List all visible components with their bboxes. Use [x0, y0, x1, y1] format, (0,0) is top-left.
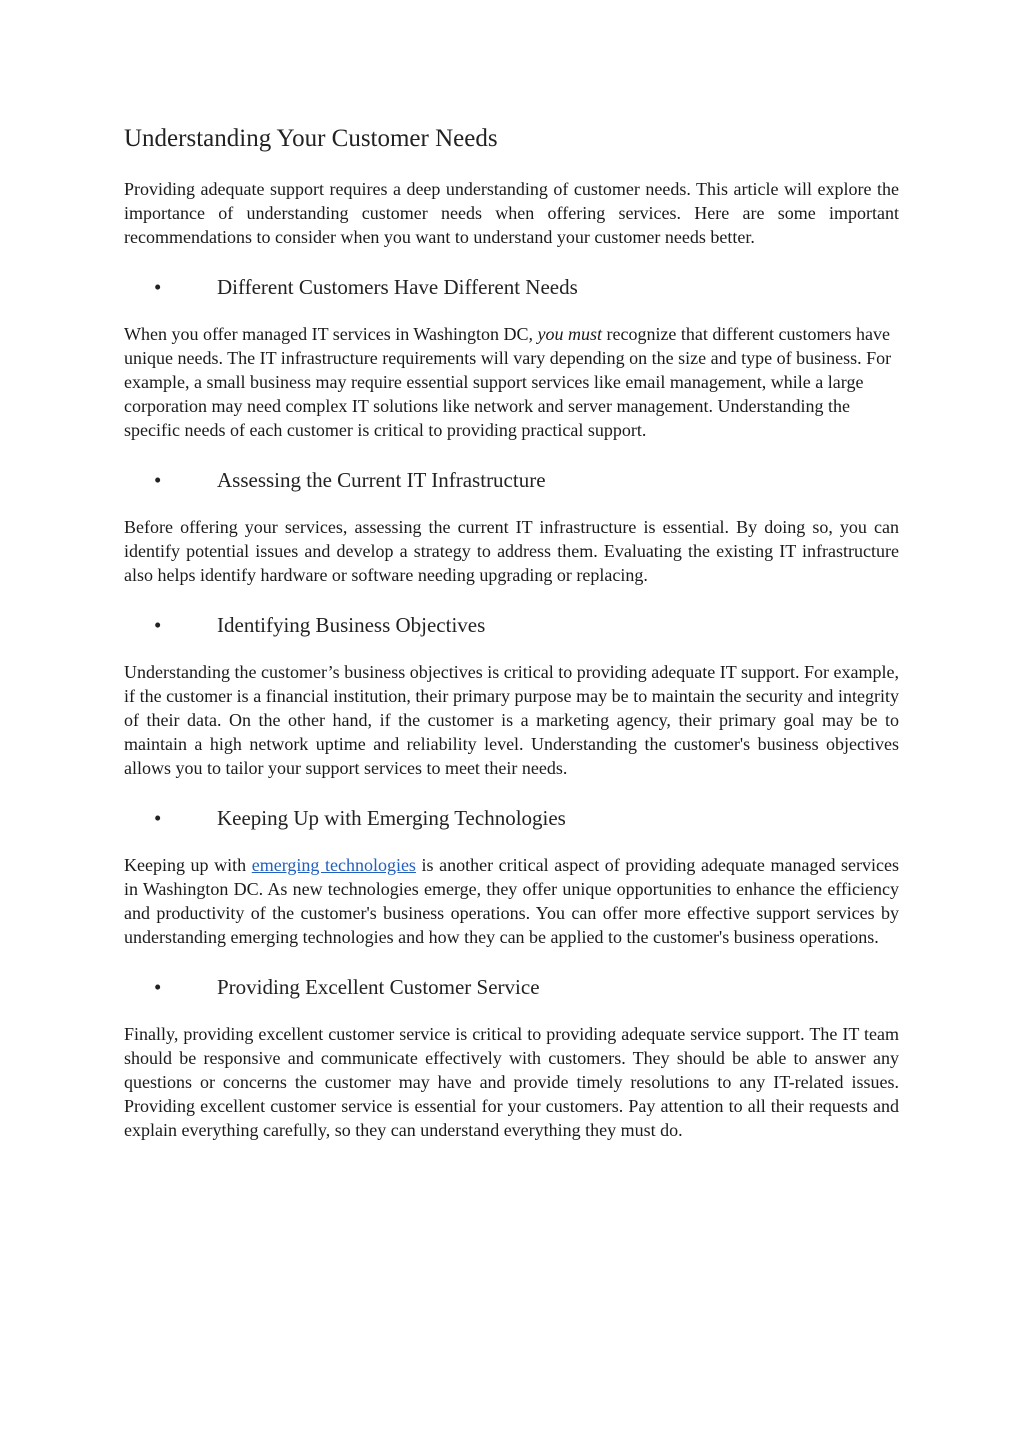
- bullet-icon: •: [154, 275, 162, 299]
- section-heading-text: Different Customers Have Different Needs: [217, 275, 578, 299]
- section-heading-emerging-technologies: [124, 804, 899, 832]
- section-paragraph-emerging-technologies: [124, 853, 899, 949]
- section-heading-text: Keeping Up with Emerging Technologies: [217, 806, 566, 830]
- section-paragraph-it-infrastructure: Before offering your services, assessing the current IT infrastructure is essential. By doing so, you can identify potential issues and develop a strategy to address them. Evaluating the existing IT infrastructure also helps identify hardware or software needing upgrading or replacing.: [124, 517, 899, 585]
- section-heading-customer-service: [124, 973, 899, 1001]
- bullet-icon: •: [154, 613, 162, 637]
- section-paragraph-different-needs: [124, 322, 899, 442]
- section-paragraph-business-objectives: Understanding the customer’s business objectives is critical to providing adequate IT support. For example, if the customer is a financial institution, their primary purpose may be to maintain the security and integrity of their data. On the other hand, if the customer is a marketing agency, their primary goal may be to maintain a high network uptime and reliability level. Understanding the customer's business objectives allows you to tailor your support services to meet their needs.: [124, 662, 899, 778]
- bullet-icon: •: [154, 468, 162, 492]
- section-heading-text: Assessing the Current IT Infrastructure: [217, 468, 546, 492]
- section-heading-business-objectives: [124, 611, 899, 639]
- section-heading-it-infrastructure: [124, 466, 899, 494]
- emphasized-text: , you must: [528, 324, 602, 344]
- paragraph-text: Keeping up with: [124, 855, 252, 875]
- paragraph-text: is another critical aspect of providing adequate managed services in Washington DC. As new technologies emerge, they offer unique opportunities to enhance the efficiency and productivity of the customer's business operations. You can offer more effective support services by understanding emerging technologies and how they can be applied to the customer's business operations.: [124, 855, 900, 947]
- emerging-technologies-link[interactable]: emerging technologies: [251, 855, 416, 875]
- document-page: [124, 122, 899, 1142]
- bullet-icon: •: [154, 975, 162, 999]
- document-title: Understanding Your Customer Needs: [124, 125, 498, 152]
- section-heading-text: Providing Excellent Customer Service: [217, 975, 540, 999]
- paragraph-text: When you offer managed IT services in Washington DC: [124, 324, 529, 344]
- paragraph-text: recognize that different customers have unique needs. The IT infrastructure requirements will vary depending on the size and type of business. For example, a small business may require essential support services like email management, while a large corporation may need complex IT solutions like network and server management. Understanding the specific needs of each customer is critical to providing practical support.: [124, 324, 892, 440]
- bullet-icon: •: [154, 806, 162, 830]
- section-paragraph-customer-service: Finally, providing excellent customer service is critical to providing adequate service support. The IT team should be responsive and communicate effectively with customers. They should be able to answer any questions or concerns the customer may have and provide timely resolutions to any IT-related issues. Providing excellent customer service is essential for your customers. Pay attention to all their requests and explain everything carefully, so they can understand everything they must do.: [124, 1024, 899, 1140]
- section-heading-text: Identifying Business Objectives: [217, 613, 486, 637]
- intro-paragraph: Providing adequate support requires a deep understanding of customer needs. This article will explore the importance of understanding customer needs when offering services. Here are some important recommendations to consider when you want to understand your customer needs better.: [124, 179, 899, 247]
- section-heading-different-needs: [124, 273, 899, 301]
